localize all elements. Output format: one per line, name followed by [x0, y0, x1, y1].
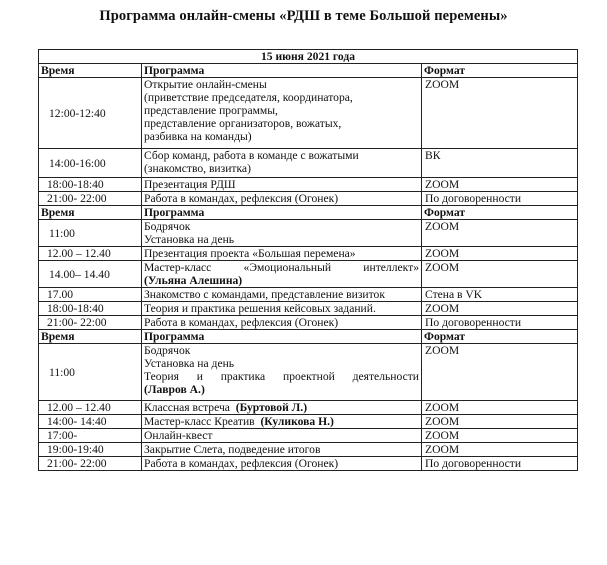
time-cell: 18:00-18:40	[39, 302, 142, 316]
program-cell: Знакомство с командами, представление визиток	[142, 288, 422, 302]
program-cell: Работа в командах, рефлексия (Огонек)	[142, 316, 422, 330]
time-cell: 14:00-16:00	[39, 149, 142, 178]
header-time: Время	[39, 330, 142, 344]
time-cell: 21:00- 22:00	[39, 457, 142, 471]
program-cell	[142, 78, 422, 149]
time-cell: 14:00- 14:40	[39, 415, 142, 429]
table-row	[39, 344, 578, 401]
program-cell: Теория и практика решения кейсовых заданий.	[142, 302, 422, 316]
time-cell: 17.00	[39, 288, 142, 302]
program-line: Открытие онлайн-смены	[144, 78, 267, 91]
format-cell: Стена в VK	[422, 288, 578, 302]
time-cell: 12.00 – 12.40	[39, 401, 142, 415]
time-cell: 17:00-	[39, 429, 142, 443]
format-cell: ZOOM	[422, 429, 578, 443]
time-cell: 14.00– 14.40	[39, 261, 142, 288]
program-line: представление организаторов, вожатых,	[144, 117, 342, 130]
table-row	[39, 247, 578, 261]
program-line: Мастер-класс «Эмоциональный интеллект»	[144, 261, 419, 274]
program-line: Бодрячок	[144, 344, 191, 357]
time-cell: 18:00-18:40	[39, 178, 142, 192]
program-line: Установка на день	[144, 233, 235, 246]
header-program: Программа	[142, 330, 422, 344]
schedule-table	[38, 49, 578, 471]
table-row	[39, 220, 578, 247]
table-row	[39, 457, 578, 471]
time-cell: 11:00	[39, 344, 142, 401]
table-row	[39, 288, 578, 302]
table-row	[39, 302, 578, 316]
program-cell: Презентация проекта «Большая перемена»	[142, 247, 422, 261]
program-line: Бодрячок	[144, 220, 191, 233]
program-line: Сбор команд, работа в команде с вожатыми	[144, 149, 359, 162]
time-cell: 12:00-12:40	[39, 78, 142, 149]
table-row	[39, 316, 578, 330]
table-row	[39, 261, 578, 288]
document-title: Программа онлайн-смены «РДШ в теме Большой перемены»	[99, 8, 508, 24]
time-cell: 11:00	[39, 220, 142, 247]
format-cell: ZOOM	[422, 247, 578, 261]
program-line: разбивка на команды)	[144, 130, 252, 143]
format-cell: ВК	[422, 149, 578, 178]
time-cell: 19:00-19:40	[39, 443, 142, 457]
program-cell: Закрытие Слета, подведение итогов	[142, 443, 422, 457]
program-line: представление программы,	[144, 104, 278, 117]
date-cell: 15 июня 2021 года	[39, 50, 578, 64]
time-cell: 21:00- 22:00	[39, 316, 142, 330]
format-cell: ZOOM	[422, 261, 578, 288]
date-row	[39, 50, 578, 64]
table-row	[39, 178, 578, 192]
format-cell: По договоренности	[422, 316, 578, 330]
speaker-name: (Лавров А.)	[144, 383, 205, 396]
time-cell: 12.00 – 12.40	[39, 247, 142, 261]
header-row	[39, 206, 578, 220]
table-row	[39, 192, 578, 206]
speaker-name: (Ульяна Алешина)	[144, 274, 243, 287]
format-cell: ZOOM	[422, 401, 578, 415]
program-line: Теория и практика проектной деятельности	[144, 370, 419, 383]
header-time: Время	[39, 206, 142, 220]
table-row	[39, 415, 578, 429]
speaker-name: (Буртовой Л.)	[235, 401, 308, 414]
format-cell: ZOOM	[422, 344, 578, 401]
format-cell: ZOOM	[422, 443, 578, 457]
program-cell: Презентация РДШ	[142, 178, 422, 192]
speaker-name: (Куликова Н.)	[260, 415, 334, 428]
program-cell	[142, 220, 422, 247]
program-line: (знакомство, визитка)	[144, 162, 251, 175]
format-cell: По договоренности	[422, 192, 578, 206]
header-format: Формат	[422, 64, 578, 78]
program-line: Установка на день	[144, 357, 235, 370]
header-row	[39, 64, 578, 78]
format-cell: ZOOM	[422, 178, 578, 192]
table-row	[39, 149, 578, 178]
program-cell	[142, 261, 422, 288]
format-cell: По договоренности	[422, 457, 578, 471]
table-row	[39, 443, 578, 457]
format-cell: ZOOM	[422, 220, 578, 247]
table-row	[39, 401, 578, 415]
table-row	[39, 78, 578, 149]
program-cell: Работа в командах, рефлексия (Огонек)	[142, 192, 422, 206]
header-format: Формат	[422, 330, 578, 344]
program-text: Мастер-класс Креатив	[144, 415, 255, 428]
program-line: (приветствие председателя, координатора,	[144, 91, 353, 104]
program-cell	[142, 415, 422, 429]
header-program: Программа	[142, 206, 422, 220]
header-format: Формат	[422, 206, 578, 220]
program-cell	[142, 344, 422, 401]
format-cell: ZOOM	[422, 415, 578, 429]
program-cell: Работа в командах, рефлексия (Огонек)	[142, 457, 422, 471]
header-time: Время	[39, 64, 142, 78]
format-cell: ZOOM	[422, 302, 578, 316]
program-cell	[142, 149, 422, 178]
program-cell	[142, 401, 422, 415]
table-row	[39, 429, 578, 443]
header-row	[39, 330, 578, 344]
format-cell: ZOOM	[422, 78, 578, 149]
header-program: Программа	[142, 64, 422, 78]
program-text: Классная встреча	[144, 401, 230, 414]
time-cell: 21:00- 22:00	[39, 192, 142, 206]
program-cell: Онлайн-квест	[142, 429, 422, 443]
